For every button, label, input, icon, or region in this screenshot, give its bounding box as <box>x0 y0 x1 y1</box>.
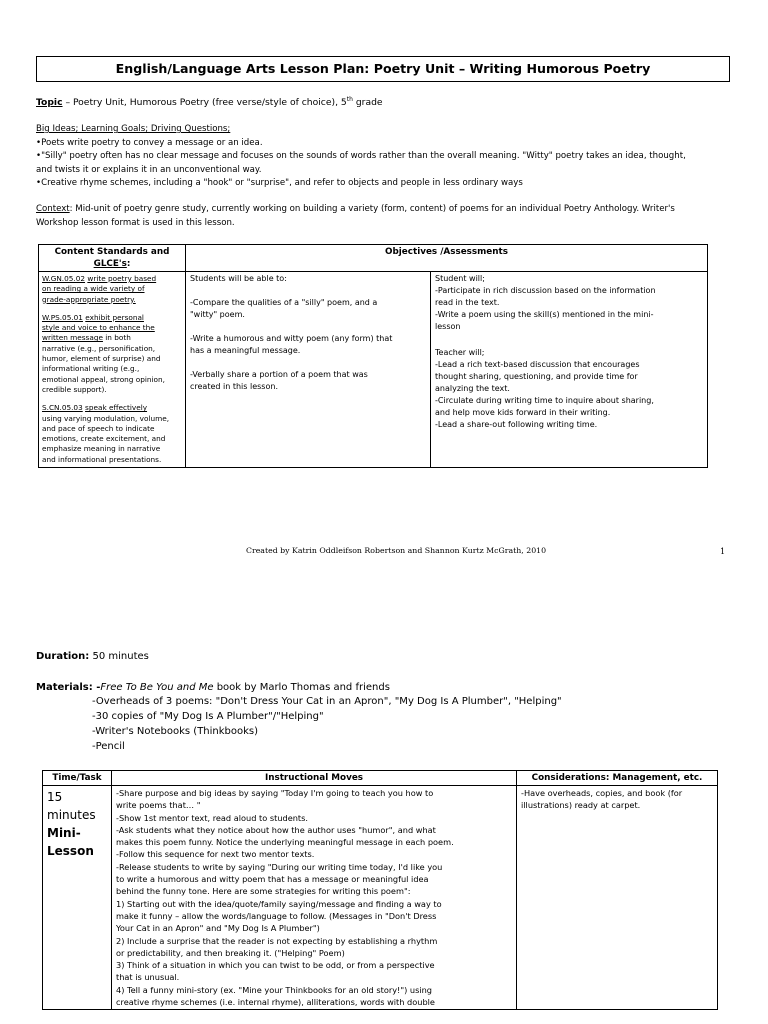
standard-2 <box>42 313 182 395</box>
standard-text: in both <box>102 333 131 343</box>
standard-text: informational writing (e.g., <box>42 364 140 374</box>
materials-item: -30 copies of "My Dog Is A Plumber"/"Helping" <box>92 711 324 722</box>
move-line: makes this poem funny. Notice the underlying meaningful message in each poem. <box>116 837 454 848</box>
duration-line <box>36 651 728 662</box>
context-line-1: : Mid-unit of poetry genre study, currently working on building a variety (form, content) of poems for an individual Poetry Anthology. Writer's <box>69 204 675 214</box>
objective-line: -Verbally share a portion of a poem that was <box>190 370 368 379</box>
standard-text: narrative (e.g., personification, <box>42 343 156 353</box>
objective-line: "witty" poem. <box>190 310 245 319</box>
standard-code: S.CN.05.03 <box>42 403 83 413</box>
materials-line <box>36 682 728 693</box>
topic-text: – Poetry Unit, Humorous Poetry (free verse/style of choice), 5 <box>62 97 347 109</box>
students-objectives-cell <box>186 272 431 468</box>
considerations-header: Considerations: Management, etc. <box>517 771 718 786</box>
standards-header-line: Content Standards and <box>54 247 170 257</box>
standard-3 <box>42 403 182 465</box>
move-line: that is unusual. <box>116 972 180 983</box>
move-line: or predictability, and then breaking it. ("Helping" Poem) <box>116 947 345 958</box>
task-name: Lesson <box>47 844 94 858</box>
move-line: -Share purpose and big ideas by saying "Today I'm going to teach you how to <box>116 788 434 798</box>
objective-line: has a meaningful message. <box>190 346 301 355</box>
standard-text: and pace of speech to indicate <box>42 423 155 433</box>
assessment-line: read in the text. <box>435 298 500 307</box>
assessment-line: and help move kids forward in their writing. <box>435 408 611 417</box>
standard-text: using varying modulation, volume, <box>42 413 170 423</box>
standard-code: W.GN.05.02 <box>42 274 86 283</box>
standard-text: style and voice to enhance the <box>42 323 155 333</box>
move-line: write poems that… " <box>116 800 201 811</box>
consideration-line: -Have overheads, copies, and book (for <box>521 788 683 798</box>
standard-text: on reading a wide variety of <box>42 284 145 294</box>
objective-line: created in this lesson. <box>190 382 278 391</box>
move-line: 2) Include a surprise that the reader is not expecting by establishing a rhythm <box>116 935 438 946</box>
duration-label: Duration: <box>36 651 90 662</box>
considerations-cell <box>517 786 718 1010</box>
assessment-line: Teacher will; <box>435 348 485 357</box>
consideration-line: illustrations) ready at carpet. <box>521 800 641 811</box>
move-line: creative rhyme schemes (i.e. internal rhyme), alliterations, words with double <box>116 997 435 1008</box>
move-line: behind the funny tone. Here are some strategies for writing this poem": <box>116 886 411 897</box>
page-footer: Created by Katrin Oddleifson Robertson and Shannon Kurtz McGrath, 2010 <box>246 546 547 555</box>
assessments-cell <box>431 272 708 468</box>
time-value: 15 minutes <box>47 790 96 822</box>
standard-text: credible support). <box>42 384 107 394</box>
objective-line: -Compare the qualities of a "silly" poem, and a <box>190 298 378 307</box>
page-number: 1 <box>720 546 726 556</box>
materials-item: -Pencil <box>92 741 125 752</box>
materials-item: -Writer's Notebooks (Thinkbooks) <box>92 726 259 737</box>
assessment-line: -Lead a share-out following writing time. <box>435 420 598 429</box>
big-ideas-heading: Big Ideas; Learning Goals; Driving Questions; <box>36 124 231 134</box>
assessment-line: Student will; <box>435 274 485 283</box>
topic-line <box>36 96 728 108</box>
move-line: 1) Starting out with the idea/quote/family saying/message and finding a way to <box>116 898 442 909</box>
assessment-line: -Write a poem using the skill(s) mentioned in the mini- <box>435 310 654 319</box>
big-ideas-bullet: and twists it or explains it in an unconventional way. <box>36 164 262 175</box>
context-label: Context <box>36 204 70 214</box>
assessment-line: -Participate in rich discussion based on the information <box>435 286 656 295</box>
duration-value: 50 minutes <box>89 651 149 662</box>
standards-table <box>38 244 708 468</box>
big-ideas <box>36 123 728 191</box>
move-line: -Follow this sequence for next two mentor texts. <box>116 849 315 860</box>
standard-text: exhibit personal <box>85 312 144 322</box>
standards-header <box>39 245 186 272</box>
assessment-line: lesson <box>435 322 461 331</box>
move-line: to write a humorous and witty poem that has a message or meaningful idea <box>116 874 429 885</box>
assessment-line: -Circulate during writing time to inquire about sharing, <box>435 396 654 405</box>
context <box>36 203 728 230</box>
objectives-header: Objectives /Assessments <box>186 245 708 272</box>
big-ideas-bullet: •Poets write poetry to convey a message or an idea. <box>36 137 263 148</box>
context-line-2: Workshop lesson format is used in this lesson. <box>36 217 235 228</box>
objective-line: -Write a humorous and witty poem (any form) that <box>190 334 393 343</box>
instructional-moves-cell <box>112 786 517 1010</box>
move-line: -Release students to write by saying "During our writing time today, I'd like you <box>116 861 443 872</box>
move-line: make it funny – allow the words/language to follow. (Messages in "Don't Dress <box>116 910 437 921</box>
page-title: English/Language Arts Lesson Plan: Poetry Unit – Writing Humorous Poetry <box>36 56 730 82</box>
task-name: Mini- <box>47 826 81 840</box>
assessment-line: thought sharing, questioning, and provide time for <box>435 372 638 381</box>
move-line: Your Cat in an Apron" and "My Dog Is A Plumber") <box>116 923 320 934</box>
standard-text: emotional appeal, strong opinion, <box>42 374 165 384</box>
move-line: 4) Tell a funny mini-story (ex. "Mine your Thinkbooks for an old story!") using <box>116 984 433 995</box>
big-ideas-bullet: •Creative rhyme schemes, including a "hook" or "surprise", and refer to objects and people in less ordinary ways <box>36 178 523 188</box>
standards-header-glce: GLCE's <box>93 259 127 269</box>
materials-dash: - <box>92 682 101 693</box>
standards-header-colon: : <box>126 259 131 269</box>
materials-label: Materials: <box>36 682 93 693</box>
lesson-table <box>42 770 718 1010</box>
standard-text: emotions, create excitement, and <box>42 434 166 444</box>
standard-text: write poetry based <box>87 274 157 283</box>
standard-text: and informational presentations. <box>42 454 162 464</box>
time-task-header: Time/Task <box>43 771 112 786</box>
topic-label: Topic <box>36 97 63 109</box>
standards-cell <box>39 272 186 468</box>
standard-text: grade-appropriate poetry. <box>42 294 136 304</box>
standard-1 <box>42 274 182 305</box>
topic-after: grade <box>352 97 383 109</box>
move-line: -Show 1st mentor text, read aloud to students. <box>116 812 309 823</box>
materials-item: -Overheads of 3 poems: "Don't Dress Your Cat in an Apron", "My Dog Is A Plumber", "Helping" <box>92 696 562 707</box>
assessment-line: analyzing the text. <box>435 384 510 393</box>
objective-line: Students will be able to: <box>190 274 287 283</box>
standard-text: speak effectively <box>85 403 148 413</box>
materials-book-rest: book by Marlo Thomas and friends <box>213 682 390 693</box>
time-task-cell <box>43 786 112 1010</box>
topic-sup: th <box>346 96 353 103</box>
standard-text: written message <box>42 333 103 343</box>
big-ideas-bullet: •"Silly" poetry often has no clear message and focuses on the sounds of words rather than the overall meaning. "Witty" poetry takes an idea, thought, <box>36 151 686 161</box>
move-line: 3) Think of a situation in which you can twist to be odd, or from a perspective <box>116 960 435 971</box>
assessment-line: -Lead a rich text-based discussion that encourages <box>435 360 640 369</box>
materials-book-title: Free To Be You and Me <box>100 682 214 693</box>
standard-code: W.PS.05.01 <box>42 312 83 322</box>
standard-text: humor, element of surprise) and <box>42 354 161 364</box>
move-line: -Ask students what they notice about how the author uses "humor", and what <box>116 824 436 835</box>
standard-text: emphasize meaning in narrative <box>42 444 161 454</box>
instructional-moves-header: Instructional Moves <box>112 771 517 786</box>
